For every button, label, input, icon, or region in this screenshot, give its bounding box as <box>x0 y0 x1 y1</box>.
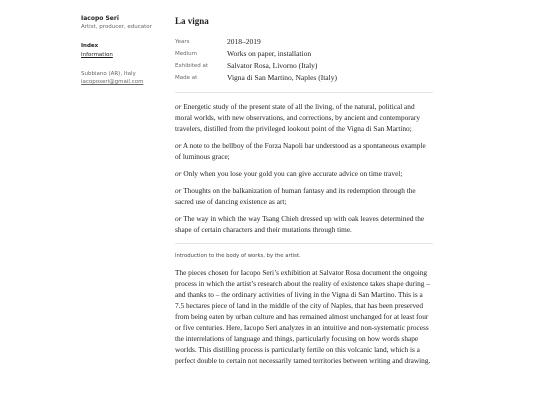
or-label: or <box>175 186 182 195</box>
meta-value-exhibited: Salvator Rosa, Livorno (Italy) <box>227 61 318 70</box>
meta-label-years: Years <box>175 39 190 45</box>
or-label: or <box>175 214 182 223</box>
artist-name[interactable]: Iacopo Seri <box>81 15 119 22</box>
sidebar <box>81 14 161 86</box>
work-item <box>175 168 433 179</box>
page-title: La vigna <box>175 16 209 26</box>
index-label: Index <box>81 43 99 49</box>
divider <box>175 243 433 244</box>
meta-label-made: Made at <box>175 75 198 81</box>
work-item <box>175 213 433 235</box>
divider <box>175 92 433 93</box>
email-link[interactable]: iacoposeri@gmail.com <box>81 79 144 85</box>
work-item-text: Only when you lose your gold you can give accurate advice on time travel; <box>183 169 403 178</box>
intro-text: The pieces chosen for Iacopo Seri’s exhibition at Salvator Rosa document the ongoing process in which the artist’s research about the reality of existence takes shape during – and thanks to – the ordinary activities of living in the Vigna di San Martino. This is a 7.5 hectares piece of land in the middle of the city of Naples, that has been preserved from being eaten by urban culture and has remained almost unchanged for at least four or five centuries. Here, Iacopo Seri analyzes in an intuitive and non-systematic process the interrelations of language and things, particularly focusing on how words shape worlds. This distilling process is particularly fertile on this volcanic land, which is a perfect double to certain not necessarily tamed territories between writing and drawing. <box>175 268 431 365</box>
meta-value-years: 2018–2019 <box>227 37 261 46</box>
work-meta <box>175 36 433 84</box>
work-item-text: Energetic study of the present state of all the living, of the natural, political and moral worlds, with new observations, and corrections, by ancient and contemporary travelers, distilled from the privileged lookout point of the Vigna di San Martino; <box>175 102 420 133</box>
location-text: Subbiano (AR), Italy <box>81 71 136 77</box>
meta-value-made: Vigna di San Martino, Naples (Italy) <box>227 73 337 82</box>
work-item <box>175 101 433 134</box>
or-label: or <box>175 102 182 111</box>
work-item-text: The way in which the way Tsang Chieh dressed up with oak leaves determined the shape of certain characters and their mutations through time. <box>175 214 425 234</box>
intro-label: Introduction to the body of works, by the artist. <box>175 253 301 259</box>
work-items-list <box>175 101 433 235</box>
work-item <box>175 185 433 207</box>
work-item-text: Thoughts on the balkanization of human fantasy and its redemption through the sacred use of dancing existence as art; <box>175 186 416 206</box>
or-label: or <box>175 141 182 150</box>
work-content <box>175 14 433 366</box>
meta-value-medium: Works on paper, installation <box>227 49 312 58</box>
information-link[interactable]: Information <box>81 52 113 58</box>
meta-label-exhibited: Exhibited at <box>175 63 209 69</box>
artist-role: Artist, producer, educator <box>81 24 152 30</box>
meta-label-medium: Medium <box>175 51 197 57</box>
work-item <box>175 140 433 162</box>
work-item-text: A note to the bellboy of the Forza Napoli bar understood as a spontaneous example of luminous grace; <box>175 141 426 161</box>
or-label: or <box>175 169 182 178</box>
